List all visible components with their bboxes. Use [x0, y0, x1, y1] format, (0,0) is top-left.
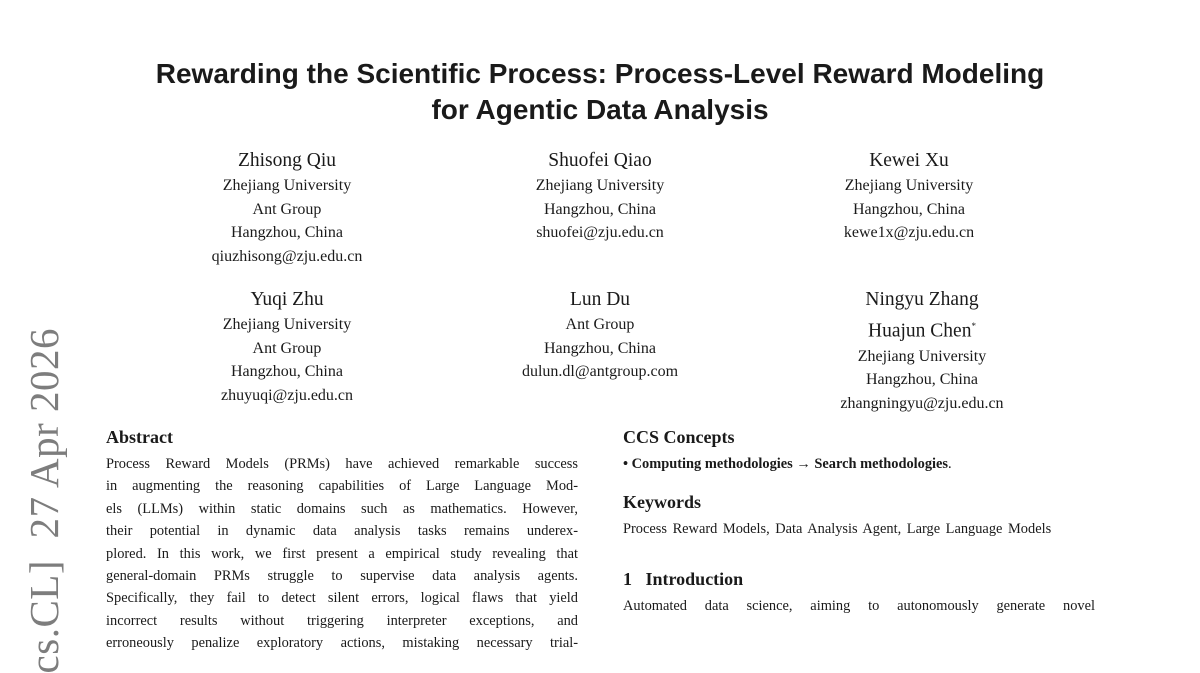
author-location: Hangzhou, China [866, 371, 978, 388]
abstract-body [106, 453, 578, 655]
author-location: Hangzhou, China [231, 224, 343, 241]
author-affiliation: Zhejiang University [222, 316, 352, 333]
author-location: Hangzhou, China [853, 200, 965, 218]
author-block [440, 148, 760, 245]
author-affiliation: Zhejiang University [222, 177, 352, 194]
author-block [749, 148, 1069, 245]
author-email: zhuyuqi@zju.edu.cn [220, 386, 354, 404]
author-location: Hangzhou, China [544, 339, 656, 357]
author-name: Yuqi Zhu [250, 289, 324, 310]
author-name-with-mark [762, 313, 1082, 345]
author-name: Ningyu Zhang [865, 289, 979, 310]
section-title: Introduction [645, 568, 744, 589]
right-column [623, 425, 1095, 617]
author-email: zhangningyu@zju.edu.cn [840, 394, 1004, 412]
author-email: shuofei@zju.edu.cn [536, 224, 664, 241]
period: . [948, 456, 952, 472]
abstract-line: els (LLMs) within static domains such as mathematics. However, [106, 500, 578, 517]
abstract-line: in augmenting the reasoning capabilities of Large Language Mod- [106, 478, 578, 495]
arrow-icon: → [796, 456, 811, 472]
abstract-line: plored. In this work, we first present a empirical study revealing that [106, 545, 578, 562]
author-affiliation: Ant Group [252, 339, 322, 357]
arxiv-stamp: cs.CL] 27 Apr 2026 [21, 328, 67, 673]
abstract-line: erroneously penalize exploratory actions, mistaking necessary trial- [106, 635, 578, 652]
author-affiliation: Zhejiang University [844, 177, 974, 194]
keywords-heading: Keywords [623, 492, 701, 513]
abstract-section [106, 425, 578, 655]
author-block [127, 287, 447, 407]
author-name: Zhisong Qiu [237, 150, 337, 171]
author-name: Kewei Xu [869, 150, 949, 171]
abstract-heading: Abstract [106, 427, 173, 447]
author-affiliation: Zhejiang University [857, 347, 987, 365]
author-name: Lun Du [569, 289, 631, 310]
corresponding-author-mark: * [971, 321, 976, 331]
author-block [440, 287, 760, 384]
author-location: Hangzhou, China [544, 200, 656, 218]
abstract-line: Specifically, they fail to detect silent errors, logical flaws that yield [106, 590, 578, 607]
author-name: Shuofei Qiao [548, 150, 652, 171]
ccs-heading: CCS Concepts [623, 427, 735, 447]
author-email: kewe1x@zju.edu.cn [843, 224, 975, 241]
introduction-heading [623, 567, 1095, 591]
author-block [762, 287, 1082, 415]
author-affiliation: Ant Group [565, 316, 635, 333]
ccs-concept [623, 453, 1095, 475]
author-name: Huajun Chen [868, 320, 972, 342]
abstract-line: Process Reward Models (PRMs) have achieved remarkable success [106, 456, 578, 472]
author-email: dulun.dl@antgroup.com [521, 363, 679, 380]
paper-title [0, 56, 1200, 128]
author-block [127, 148, 447, 268]
author-affiliation: Ant Group [252, 200, 322, 218]
title-line-1: Rewarding the Scientific Process: Process-Level Reward Modeling [155, 58, 1045, 89]
author-location: Hangzhou, China [231, 363, 343, 380]
abstract-line: incorrect results without triggering interpreter exceptions, and [106, 612, 578, 629]
bullet: • [623, 456, 629, 472]
keywords-text: Process Reward Models, Data Analysis Agent, Large Language Models [623, 521, 1052, 538]
abstract-line: general-domain PRMs struggle to supervise data analysis agents. [106, 568, 578, 585]
introduction-line: Automated data science, aiming to autonomously generate novel [623, 597, 1095, 614]
author-email: qiuzhisong@zju.edu.cn [211, 247, 363, 265]
ccs-item: Search methodologies [814, 456, 949, 472]
abstract-line: their potential in dynamic data analysis tasks remains underex- [106, 523, 578, 540]
title-line-2: for Agentic Data Analysis [431, 94, 769, 125]
author-affiliation: Zhejiang University [535, 177, 665, 194]
section-number: 1 [623, 568, 632, 589]
ccs-item: Computing methodologies [631, 456, 793, 472]
